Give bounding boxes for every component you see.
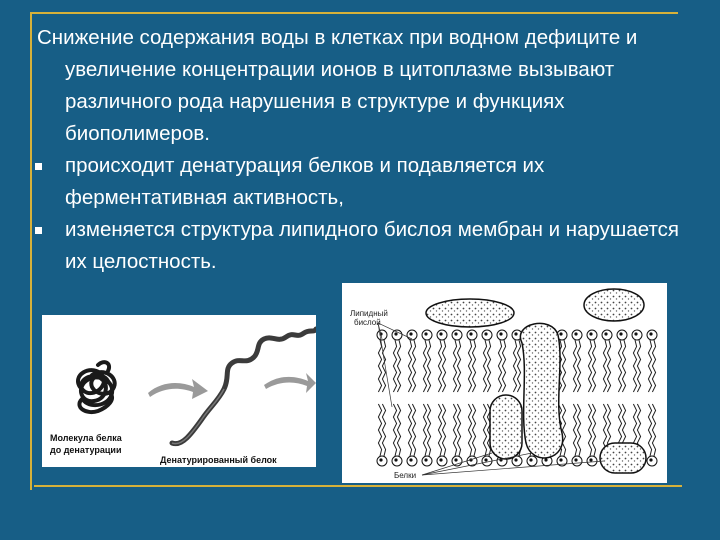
lipid-tail xyxy=(592,340,595,392)
lipid-tail xyxy=(468,404,471,456)
lipid-tail xyxy=(498,340,501,392)
lipid-tail xyxy=(397,340,400,392)
membrane-illustration xyxy=(342,283,667,483)
lipid-head-dot xyxy=(574,332,577,335)
lipid-bilayer-label-2: бислой xyxy=(354,318,381,327)
lipid-tail xyxy=(588,340,591,392)
lipid-head-dot xyxy=(394,458,397,461)
bullet-text-2: изменяется структура липидного бислоя мембран и нарушается их целостность. xyxy=(65,218,679,273)
left-accent-line xyxy=(30,12,32,490)
lipid-tail xyxy=(378,404,381,456)
arrow-icon xyxy=(148,379,208,399)
proteins-label: Белки xyxy=(394,471,417,480)
lipid-tail xyxy=(618,340,621,392)
top-accent-line xyxy=(30,12,678,14)
lipid-head-dot xyxy=(394,332,397,335)
lipid-head-dot xyxy=(589,458,592,461)
lipid-head-dot xyxy=(604,332,607,335)
lipid-head-dot xyxy=(484,332,487,335)
lipid-head-dot xyxy=(439,332,442,335)
lipid-tail xyxy=(408,404,411,456)
lipid-head-dot xyxy=(634,332,637,335)
lipid-head-dot xyxy=(649,458,652,461)
lipid-tail xyxy=(483,404,486,456)
lipid-head-dot xyxy=(484,458,487,461)
bullet-item-1 xyxy=(37,150,687,214)
lipid-head-dot xyxy=(514,332,517,335)
lipid-tail xyxy=(457,404,460,456)
lipid-tail xyxy=(573,404,576,456)
lipid-head-dot xyxy=(424,458,427,461)
lipid-bilayer-label-1: Липидный xyxy=(350,309,388,318)
lipid-head-dot xyxy=(439,458,442,461)
lipid-tail xyxy=(453,404,456,456)
arrow-icon xyxy=(264,373,316,393)
lipid-tail xyxy=(607,340,610,392)
lipid-tail xyxy=(468,340,471,392)
lipid-tail xyxy=(472,404,475,456)
lipid-tail xyxy=(577,404,580,456)
native-protein-label-1: Молекула белка xyxy=(50,433,122,443)
lipid-tail xyxy=(622,340,625,392)
lipid-tail xyxy=(427,404,430,456)
lipid-tail xyxy=(442,340,445,392)
bottom-accent-line xyxy=(34,485,682,487)
lipid-head-dot xyxy=(559,458,562,461)
lipid-head-dot xyxy=(559,332,562,335)
lipid-head-dot xyxy=(544,458,547,461)
slide-text xyxy=(37,22,687,278)
denatured-protein-label: Денатурированный белок xyxy=(160,455,277,465)
lipid-tail xyxy=(382,404,385,456)
lipid-tail xyxy=(472,340,475,392)
lipid-tail xyxy=(483,340,486,392)
square-bullet-icon xyxy=(35,227,42,234)
lipid-tail xyxy=(562,404,565,456)
lipid-tail xyxy=(588,404,591,456)
lipid-head-dot xyxy=(574,458,577,461)
lipid-head-dot xyxy=(379,458,382,461)
lipid-tail xyxy=(652,404,655,456)
lipid-tail xyxy=(453,340,456,392)
lipid-tail xyxy=(378,340,381,392)
lipid-tail xyxy=(577,340,580,392)
lipid-tail xyxy=(442,404,445,456)
lipid-head-dot xyxy=(499,332,502,335)
lipid-tail xyxy=(648,404,651,456)
lipid-tail xyxy=(393,340,396,392)
lipid-head-dot xyxy=(454,332,457,335)
lipid-tail xyxy=(397,404,400,456)
lipid-tail xyxy=(438,340,441,392)
lipid-tail xyxy=(513,340,516,392)
lipid-tail xyxy=(633,340,636,392)
lipid-head-dot xyxy=(424,332,427,335)
lipid-head-dot xyxy=(454,458,457,461)
lipid-tail xyxy=(408,340,411,392)
lipid-head-dot xyxy=(514,458,517,461)
lipid-tail xyxy=(502,340,505,392)
lipid-head-dot xyxy=(649,332,652,335)
lipid-tail xyxy=(393,404,396,456)
lipid-tail xyxy=(412,340,415,392)
bullet-text-1: происходит денатурация белков и подавляется их ферментативная активность, xyxy=(65,154,545,209)
lipid-head-dot xyxy=(409,458,412,461)
native-protein-label-2: до денатурации xyxy=(50,445,122,455)
lipid-head-dot xyxy=(409,332,412,335)
peripheral-protein-top xyxy=(426,299,514,327)
lipid-tail xyxy=(603,340,606,392)
lipid-tail xyxy=(457,340,460,392)
lipid-head-dot xyxy=(619,332,622,335)
square-bullet-icon xyxy=(35,163,42,170)
lipid-tail xyxy=(637,340,640,392)
lipid-head-dot xyxy=(589,332,592,335)
peripheral-protein-right xyxy=(584,289,644,321)
lipid-head-dot xyxy=(529,458,532,461)
native-protein-coil xyxy=(78,362,115,412)
lipid-tail xyxy=(412,404,415,456)
lipid-head-dot xyxy=(469,332,472,335)
lipid-tail xyxy=(573,340,576,392)
lipid-tail xyxy=(423,340,426,392)
lipid-tail xyxy=(438,404,441,456)
lipid-tail xyxy=(652,340,655,392)
intro-paragraph: Снижение содержания воды в клетках при водном дефиците и увеличение концентрации ионов в цитоплазме вызывают различного рода нарушения в структуре и функциях биополимеров. xyxy=(37,26,638,145)
transmembrane-protein xyxy=(520,323,562,458)
lipid-tail xyxy=(423,404,426,456)
denatured-protein-chain xyxy=(172,329,316,444)
membrane-bilayer-figure xyxy=(342,283,667,483)
integral-protein xyxy=(490,395,522,459)
bullet-item-2 xyxy=(37,214,687,278)
peripheral-protein-bottom xyxy=(600,443,646,473)
protein-denaturation-figure xyxy=(42,315,316,467)
lipid-tail xyxy=(592,404,595,456)
lipid-tail xyxy=(517,340,520,392)
lipid-tail xyxy=(427,340,430,392)
lipid-tail xyxy=(487,340,490,392)
lipid-tail xyxy=(648,340,651,392)
lipid-tail xyxy=(562,340,565,392)
